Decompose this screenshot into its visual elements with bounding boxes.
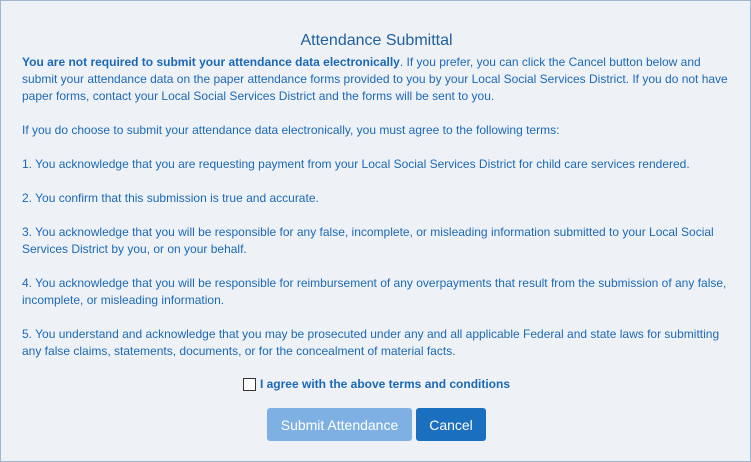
- agree-label[interactable]: I agree with the above terms and conditions: [259, 377, 511, 391]
- terms-intro: If you do choose to submit your attendance data electronically, you must agree to the following terms:: [22, 123, 560, 137]
- agree-label-wrapper[interactable]: [243, 376, 510, 392]
- agree-row: [1, 376, 751, 395]
- intro-text: . If you prefer, you can click the Cancel button below and submit your attendance data on the paper attendance forms provided to you by your Local Social Services District. If you do not have paper forms, contact your Local Social Services District and the forms will be sent to you.: [22, 55, 728, 103]
- agree-checkbox[interactable]: [243, 378, 256, 391]
- term-3: 3. You acknowledge that you will be responsible for any false, incomplete, or misleading information submitted to your Local Social Services District by you, or on your behalf.: [22, 225, 714, 256]
- intro-bold-text: You are not required to submit your attendance data electronically: [22, 55, 400, 69]
- term-1: 1. You acknowledge that you are requesting payment from your Local Social Services District for child care services rendered.: [22, 157, 690, 171]
- intro-paragraph: [22, 54, 734, 105]
- term-2: 2. You confirm that this submission is true and accurate.: [22, 191, 319, 205]
- term-5: 5. You understand and acknowledge that you may be prosecuted under any and all applicable Federal and state laws for submitting any false claims, statements, documents, or for the concealment of material facts.: [22, 327, 720, 358]
- dialog-body: [22, 54, 734, 377]
- cancel-button[interactable]: Cancel: [416, 408, 486, 441]
- dialog-title: Attendance Submittal: [300, 32, 453, 49]
- button-row: [1, 408, 751, 441]
- term-4: 4. You acknowledge that you will be responsible for reimbursement of any overpayments that result from the submission of any false, incomplete, or misleading information.: [22, 276, 727, 307]
- submit-attendance-button[interactable]: Submit Attendance: [267, 408, 412, 441]
